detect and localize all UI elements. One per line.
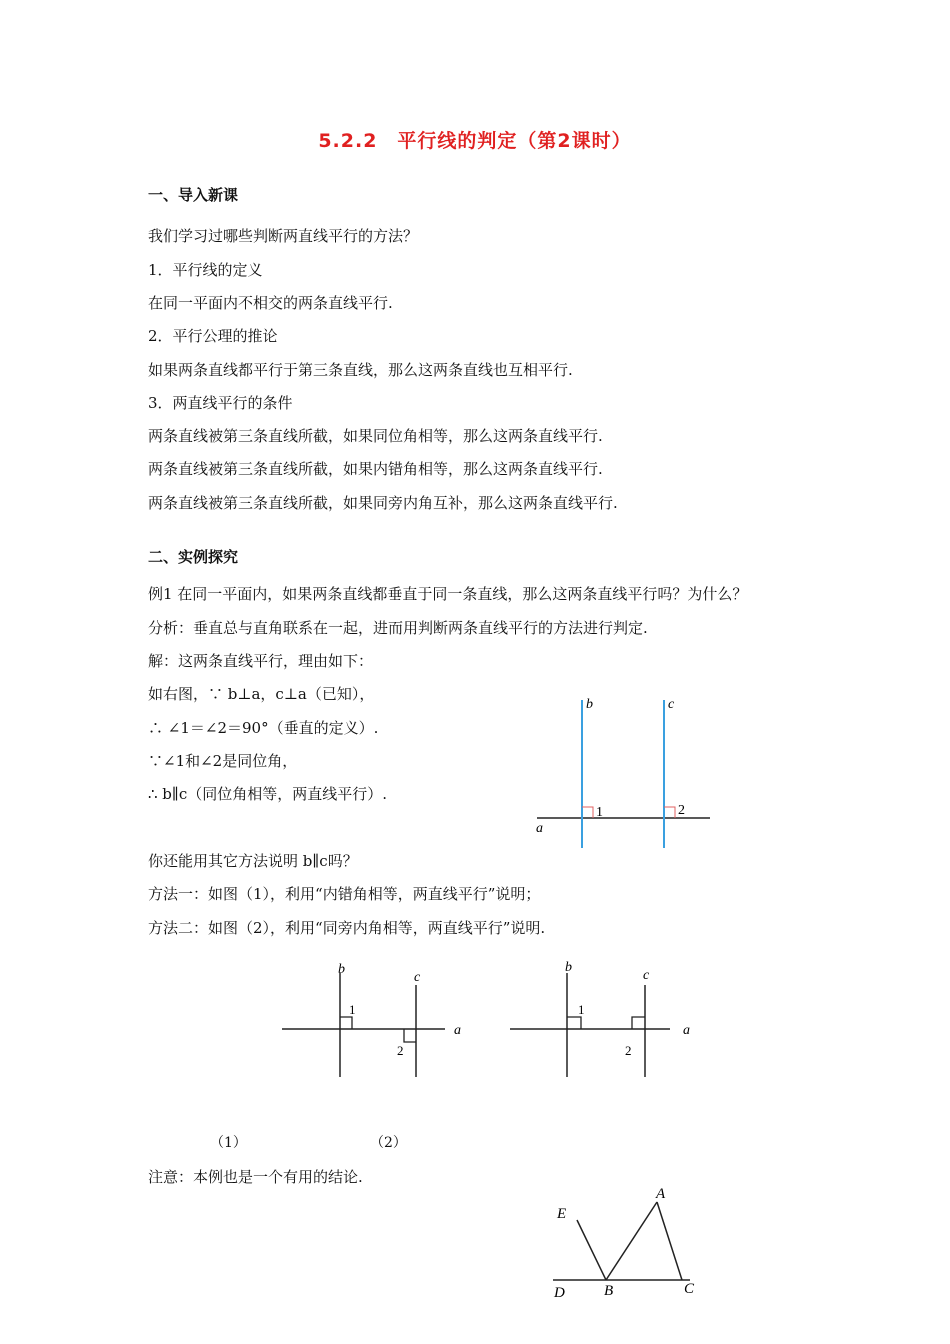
- note-text: 注意：本例也是一个有用的结论.: [148, 1168, 363, 1186]
- method-one: 方法一：如图（1），利用“内错角相等，两直线平行”说明；: [148, 885, 541, 903]
- proof-line: 如右图，∵ b⊥a，c⊥a（已知），: [148, 685, 375, 703]
- method-item: 3．两直线平行的条件: [148, 394, 293, 412]
- page-title: 5.2.2 平行线的判定（第2课时）: [318, 130, 632, 152]
- triangle-figure: [548, 1180, 708, 1300]
- label-a: a: [683, 1023, 690, 1038]
- label-c: c: [643, 968, 650, 983]
- method-item: 在同一平面内不相交的两条直线平行.: [148, 294, 393, 312]
- angle-2-label: 2: [678, 803, 685, 818]
- method-item: 2．平行公理的推论: [148, 327, 278, 345]
- label-a: a: [536, 821, 543, 836]
- point-B: B: [604, 1283, 614, 1299]
- method-two: 方法二：如图（2），利用“同旁内角相等，两直线平行”说明.: [148, 919, 546, 937]
- angle-1-label: 1: [596, 805, 603, 820]
- method-item: 两条直线被第三条直线所截，如果同位角相等，那么这两条直线平行.: [148, 427, 603, 445]
- figure-2: [505, 955, 705, 1080]
- angle-1-label: 1: [578, 1002, 585, 1017]
- label-b: b: [586, 697, 593, 712]
- label-b: b: [565, 960, 572, 975]
- point-C: C: [684, 1281, 695, 1297]
- section1-heading: 一、导入新课: [148, 186, 239, 204]
- section2-heading: 二、实例探究: [148, 548, 239, 566]
- proof-line: ∴ ∠1＝∠2＝90°（垂直的定义）.: [148, 719, 379, 737]
- analysis-text: 分析：垂直总与直角联系在一起，进而用判断两条直线平行的方法进行判定.: [148, 619, 648, 637]
- caption-1: （1）: [210, 1135, 247, 1151]
- proof-line: ∵∠1和∠2是同位角，: [148, 752, 298, 770]
- followup-question: 你还能用其它方法说明 b∥c吗？: [148, 852, 358, 870]
- method-item: 两条直线被第三条直线所截，如果内错角相等，那么这两条直线平行.: [148, 460, 603, 478]
- angle-2-label: 2: [397, 1043, 404, 1058]
- point-E: E: [557, 1206, 567, 1222]
- proof-line: ∴ b∥c（同位角相等，两直线平行）.: [148, 785, 388, 803]
- point-D: D: [554, 1285, 565, 1300]
- angle-1-label: 1: [349, 1002, 356, 1017]
- example-text: 例1 在同一平面内，如果两条直线都垂直于同一条直线，那么这两条直线平行吗？为什么？: [148, 585, 748, 603]
- perpendicular-figure: [530, 690, 720, 855]
- label-c: c: [414, 970, 421, 985]
- figure-1: [280, 955, 470, 1080]
- point-A: A: [656, 1186, 666, 1202]
- label-c: c: [668, 697, 675, 712]
- method-item: 两条直线被第三条直线所截，如果同旁内角互补，那么这两条直线平行.: [148, 494, 618, 512]
- method-item: 1．平行线的定义: [148, 261, 263, 279]
- caption-2: （2）: [370, 1135, 407, 1151]
- method-item: 如果两条直线都平行于第三条直线，那么这两条直线也互相平行.: [148, 361, 573, 379]
- intro-question: 我们学习过哪些判断两直线平行的方法？: [148, 227, 419, 245]
- solution-text: 解：这两条直线平行，理由如下：: [148, 652, 374, 670]
- angle-2-label: 2: [625, 1043, 632, 1058]
- label-a: a: [454, 1023, 461, 1038]
- label-b: b: [338, 962, 345, 977]
